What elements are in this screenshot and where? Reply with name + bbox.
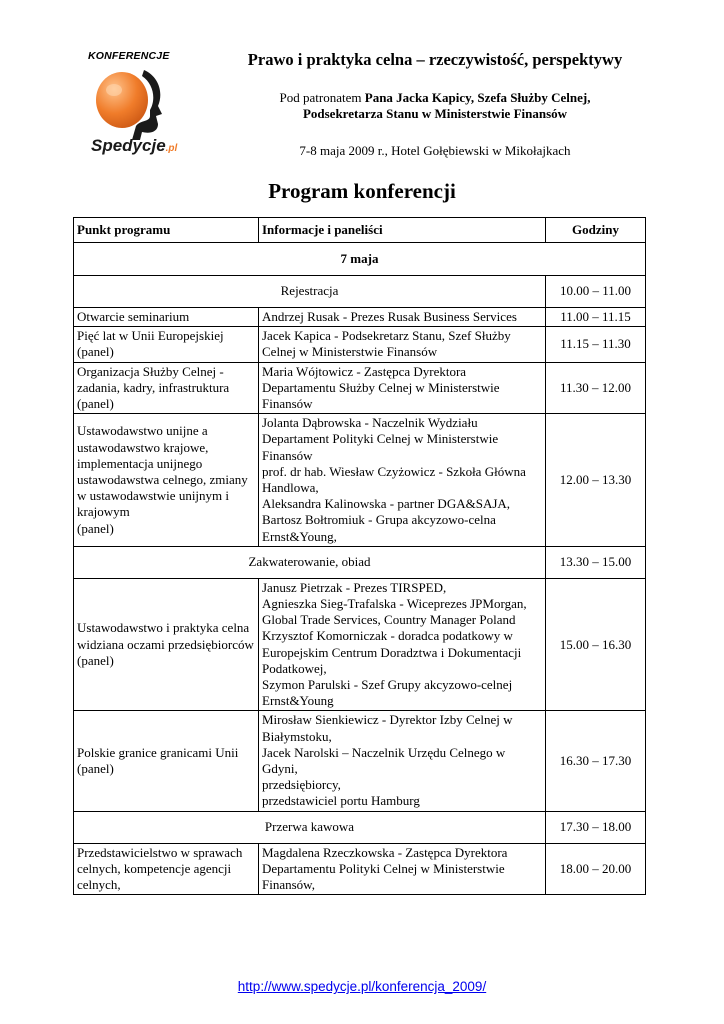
program-hours: 11.15 – 11.30: [546, 327, 646, 362]
header-hours: Godziny: [546, 218, 646, 243]
table-row: [74, 362, 646, 414]
logo-top-text: KONFERENCJE: [88, 50, 170, 62]
header-point: Punkt programu: [74, 218, 259, 243]
program-info: Andrzej Rusak - Prezes Rusak Business Services: [259, 308, 546, 327]
footer: [0, 979, 724, 994]
table-row: [74, 308, 646, 327]
program-hours: 11.00 – 11.15: [546, 308, 646, 327]
table-row: [74, 327, 646, 362]
program-info: Magdalena Rzeczkowska - Zastępca Dyrektora Departamentu Polityki Celnej w Ministerstwie Finansów,: [259, 843, 546, 895]
program-point: Ustawodawstwo unijne a ustawodawstwo krajowe, implementacja unijnego ustawodawstwa celnego, zmiany w ustawodawstwie unijnym i krajowym (panel): [74, 414, 259, 547]
table-row: [74, 843, 646, 895]
table-row: [74, 811, 646, 843]
program-hours: 15.00 – 16.30: [546, 578, 646, 711]
program-hours: 12.00 – 13.30: [546, 414, 646, 547]
conference-link[interactable]: http://www.spedycje.pl/konferencja_2009/: [237, 979, 487, 994]
program-title: Program konferencji: [268, 179, 456, 203]
table-body: [74, 243, 646, 895]
patronage-note: [200, 90, 670, 122]
program-info: Jolanta Dąbrowska - Naczelnik Wydziału Departament Polityki Celnej w Ministerstwie Finansów prof. dr hab. Wiesław Czyżowicz - Szkoła Główna Handlowa, Aleksandra Kalinowska - partner DGA&SAJA, Bartosz Bołtromiuk - Grupa akcyzowo-celna Ernst&Young,: [259, 414, 546, 547]
program-hours: 16.30 – 17.30: [546, 711, 646, 811]
program-point: Organizacja Służby Celnej - zadania, kadry, infrastruktura (panel): [74, 362, 259, 414]
program-point: Polskie granice granicami Unii (panel): [74, 711, 259, 811]
program-point: Pięć lat w Unii Europejskiej (panel): [74, 327, 259, 362]
table-row: [74, 546, 646, 578]
patron-title: Podsekretarza Stanu w Ministerstwie Finansów: [302, 106, 568, 121]
program-hours: 13.30 – 15.00: [546, 546, 646, 578]
table-row: [74, 711, 646, 811]
program-hours: 17.30 – 18.00: [546, 811, 646, 843]
program-info: Mirosław Sienkiewicz - Dyrektor Izby Celnej w Białymstoku, Jacek Narolski – Naczelnik Urzędu Celnego w Gdyni, przedsiębiorcy, przedstawiciel portu Hamburg: [259, 711, 546, 811]
logo-brand-tld: .pl: [165, 143, 178, 154]
program-hours: 11.30 – 12.00: [546, 362, 646, 414]
table-header-row: [74, 218, 646, 243]
head-profile-icon: [92, 64, 172, 142]
program-item-merged: Rejestracja: [74, 276, 546, 308]
logo-brand: [91, 136, 177, 156]
program-item-merged: Przerwa kawowa: [74, 811, 546, 843]
patron-prefix: Pod patronatem: [279, 90, 365, 105]
conference-title: Prawo i praktyka celna – rzeczywistość, perspektywy: [247, 50, 623, 69]
program-info: Maria Wójtowicz - Zastępca Dyrektora Departamentu Służby Celnej w Ministerstwie Finansów: [259, 362, 546, 414]
table-row: [74, 414, 646, 547]
date-and-venue: 7-8 maja 2009 r., Hotel Gołębiewski w Mikołajkach: [299, 143, 571, 158]
program-point: Ustawodawstwo i praktyka celna widziana oczami przedsiębiorców (panel): [74, 578, 259, 711]
program-item-merged: Zakwaterowanie, obiad: [74, 546, 546, 578]
program-point: Przedstawicielstwo w sprawach celnych, kompetencje agencji celnych,: [74, 843, 259, 895]
program-hours: 18.00 – 20.00: [546, 843, 646, 895]
table-row: [74, 276, 646, 308]
program-table: [73, 217, 645, 895]
logo-brand-name: Spedycje: [91, 136, 166, 155]
program-hours: 10.00 – 11.00: [546, 276, 646, 308]
program-point: Otwarcie seminarium: [74, 308, 259, 327]
patron-name: Pana Jacka Kapicy, Szefa Służby Celnej,: [364, 90, 591, 105]
table-row: [74, 578, 646, 711]
conference-logo: [88, 48, 188, 158]
header-info: Informacje i paneliści: [259, 218, 546, 243]
program-info: Jacek Kapica - Podsekretarz Stanu, Szef Służby Celnej w Ministerstwie Finansów: [259, 327, 546, 362]
day-row: [74, 243, 646, 276]
program-info: Janusz Pietrzak - Prezes TIRSPED, Agnieszka Sieg-Trafalska - Wiceprezes JPMorgan, Global Trade Services, Country Manager Poland Krzysztof Komorniczak - doradca podatkowy w Europejskim Centrum Doradztwa i Dokumentacji Podatkowej, Szymon Parulski - Szef Grupy akcyzowo-celnej Ernst&Young: [259, 578, 546, 711]
day-label: 7 maja: [74, 243, 646, 276]
